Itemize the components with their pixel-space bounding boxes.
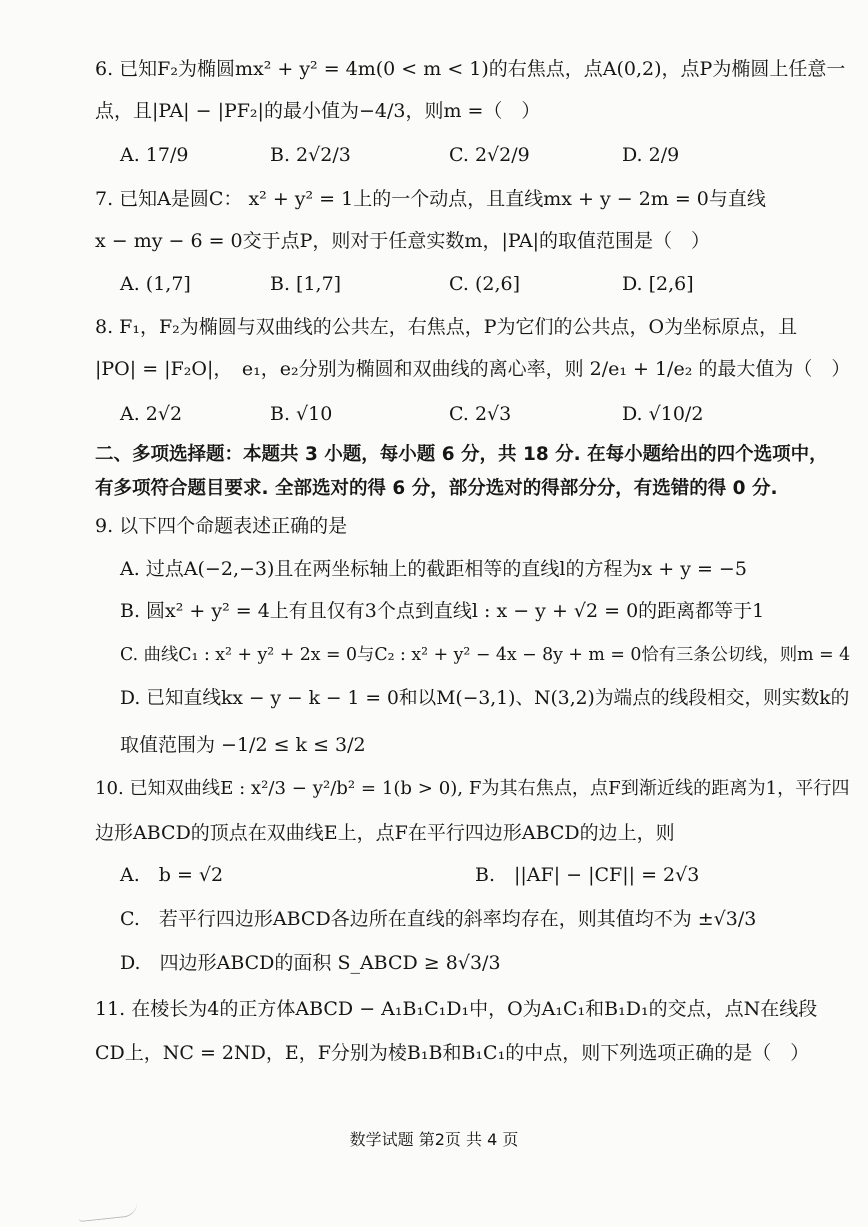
q6-line1: 6. 已知F₂为椭圆mx² + y² = 4m(0 < m < 1)的右焦点，点A(0,2)，点P为椭圆上任意一 [95,58,846,80]
q8-line1: 8. F₁，F₂为椭圆与双曲线的公共左，右焦点，P为它们的公共点，O为坐标原点，且 [95,316,798,338]
q6-line2: 点，且|PA| − |PF₂|的最小值为−4/3，则m =（ ） [95,100,541,122]
q8-line2: |PO| = |F₂O|， e₁，e₂分别为椭圆和双曲线的离心率，则 2/e₁ + 1/e₂ 的最大值为（ ） [95,358,851,380]
q7-option-a: A. (1,7] [120,273,191,295]
q6-option-b: B. 2√2/3 [270,144,351,166]
q11-line1: 11. 在棱长为4的正方体ABCD − A₁B₁C₁D₁中，O为A₁C₁和B₁D₁的交点，点N在线段 [95,998,818,1020]
q10-line1: 10. 已知双曲线E : x²/3 − y²/b² = 1(b > 0), F为其右焦点，点F到渐近线的距离为1，平行四 [95,778,850,799]
q9-option-d-line1: D. 已知直线kx − y − k − 1 = 0和以M(−3,1)、N(3,2)为端点的线段相交，则实数k的 [120,688,850,709]
q10-line2: 边形ABCD的顶点在双曲线E上，点F在平行四边形ABCD的边上，则 [95,822,675,844]
q7-option-c: C. (2,6] [449,273,520,295]
q8-option-a: A. 2√2 [120,403,183,425]
q6-option-d: D. 2/9 [622,144,680,166]
q10-option-c: C. 若平行四边形ABCD各边所在直线的斜率均存在，则其值均不为 ±√3/3 [120,908,757,930]
q7-option-b: B. [1,7] [270,273,342,295]
q10-option-b: B. ||AF| − |CF|| = 2√3 [475,864,700,886]
q11-line2: CD上，NC = 2ND，E，F分别为棱B₁B和B₁C₁的中点，则下列选项正确的是（ ） [95,1042,810,1064]
q9-option-a: A. 过点A(−2,−3)且在两坐标轴上的截距相等的直线l的方程为x + y = −5 [120,558,747,580]
q10-option-a: A. b = √2 [120,864,224,886]
section-heading-line1: 二、多项选择题：本题共 3 小题，每小题 6 分，共 18 分. 在每小题给出的四个选项中， [95,444,828,465]
q7-line2: x − my − 6 = 0交于点P，则对于任意实数m，|PA|的取值范围是（ ） [95,230,711,252]
scan-mark [77,1201,138,1222]
q9-option-d-line2: 取值范围为 −1/2 ≤ k ≤ 3/2 [120,734,366,756]
q9-option-c: C. 曲线C₁ : x² + y² + 2x = 0与C₂ : x² + y² − 4x − 8y + m = 0恰有三条公切线，则m = 4 [120,645,851,665]
q8-option-c: C. 2√3 [449,403,512,425]
q8-option-d: D. √10/2 [622,403,704,425]
section-heading-line2: 有多项符合题目要求. 全部选对的得 6 分，部分选对的得部分分，有选错的得 0 分. [95,478,778,499]
q9-stem: 9. 以下四个命题表述正确的是 [95,515,348,537]
q10-option-d: D. 四边形ABCD的面积 S_ABCD ≥ 8√3/3 [120,952,501,974]
q9-option-b: B. 圆x² + y² = 4上有且仅有3个点到直线l : x − y + √2 = 0的距离都等于1 [120,600,765,622]
q6-option-c: C. 2√2/9 [449,144,530,166]
page-footer: 数学试题 第2页 共 4 页 [349,1130,519,1149]
q7-line1: 7. 已知A是圆C： x² + y² = 1上的一个动点，且直线mx + y − 2m = 0与直线 [95,188,766,210]
q6-option-a: A. 17/9 [120,144,189,166]
q8-option-b: B. √10 [270,403,333,425]
q7-option-d: D. [2,6] [622,273,694,295]
